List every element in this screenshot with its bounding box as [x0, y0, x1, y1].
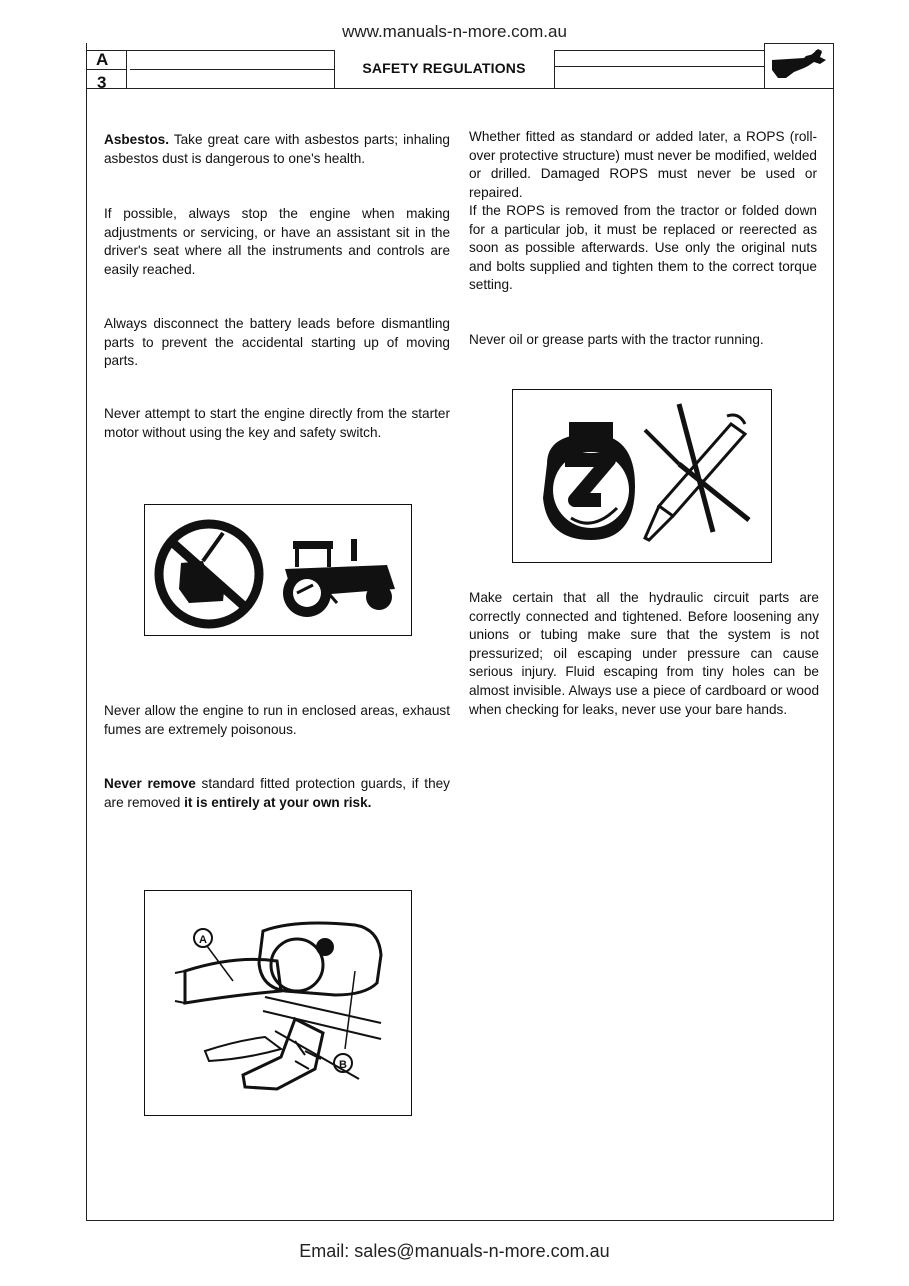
pto-guard-figure	[144, 890, 412, 1116]
header-vline-tab	[126, 50, 127, 88]
stop-engine-paragraph: If possible, always stop the engine when making adjustments or servicing, or have an assistant sit in the driver's seat where all the instruments and controls are easily reached.	[104, 206, 450, 277]
site-url: www.manuals-n-more.com.au	[342, 22, 567, 41]
page-number: 3	[97, 73, 107, 92]
header-rule-right-mid	[554, 66, 764, 67]
guards-paragraph	[104, 775, 450, 812]
header-vline-icon	[764, 43, 765, 88]
guards-text: standard fitted protection guards, if they are removed	[104, 776, 450, 810]
wrench-icon	[770, 48, 828, 82]
oil-grease-paragraph: Never oil or grease parts with the tractor running.	[469, 332, 764, 347]
asbestos-paragraph	[104, 131, 450, 168]
label-b: B	[339, 1059, 347, 1071]
section-letter: A	[96, 50, 109, 69]
battery-paragraph: Always disconnect the battery leads before dismantling parts to prevent the accidental starting up of moving parts.	[104, 316, 450, 369]
enclosed-areas-paragraph: Never allow the engine to run in enclosed areas, exhaust fumes are extremely poisonous.	[104, 703, 450, 737]
header-rule-bottom	[86, 88, 834, 89]
site-email: Email: sales@manuals-n-more.com.au	[299, 1241, 610, 1261]
starter-paragraph: Never attempt to start the engine directly from the starter motor without using the key and safety switch.	[104, 406, 450, 440]
header-rule-right-top	[554, 50, 764, 51]
starter-warning-figure	[144, 504, 412, 636]
label-a: A	[199, 934, 207, 946]
grease-warning-figure	[512, 389, 772, 563]
header-vline-title-right	[554, 50, 555, 88]
asbestos-text: Take great care with asbestos parts; inhaling asbestos dust is dangerous to one's health.	[104, 132, 450, 166]
page-title: SAFETY REGULATIONS	[362, 60, 526, 76]
rops-removal-paragraph: If the ROPS is removed from the tractor or folded down for a particular job, it must be replaced or reerected as soon as possible afterwards. Use only the original nuts and bolts supplied and tighten them to the correct torque setting.	[469, 203, 817, 293]
header-vline-left	[86, 50, 87, 88]
rops-modification-paragraph: Whether fitted as standard or added later, a ROPS (roll-over protective structure) must never be modified, welded or drilled. Damaged ROPS must never be used or repaired.	[469, 129, 817, 200]
guards-emphasis: it is entirely at your own risk.	[184, 794, 372, 810]
hydraulic-paragraph: Make certain that all the hydraulic circuit parts are correctly connected and tightened. Before loosening any unions or tubing make sure that the system is not pressurized; oil escaping under pressure can cause serious injury. Fluid escaping from tiny holes can be almost invisible. Always use a piece of cardboard or wood when checking for leaks, never use your bare hands.	[469, 590, 819, 717]
asbestos-lead: Asbestos.	[104, 132, 169, 147]
header-rule-icon-top	[764, 43, 834, 44]
header-rule-left-mid	[130, 69, 334, 70]
guards-lead: Never remove	[104, 776, 196, 791]
header-rule-left-top	[86, 50, 334, 51]
